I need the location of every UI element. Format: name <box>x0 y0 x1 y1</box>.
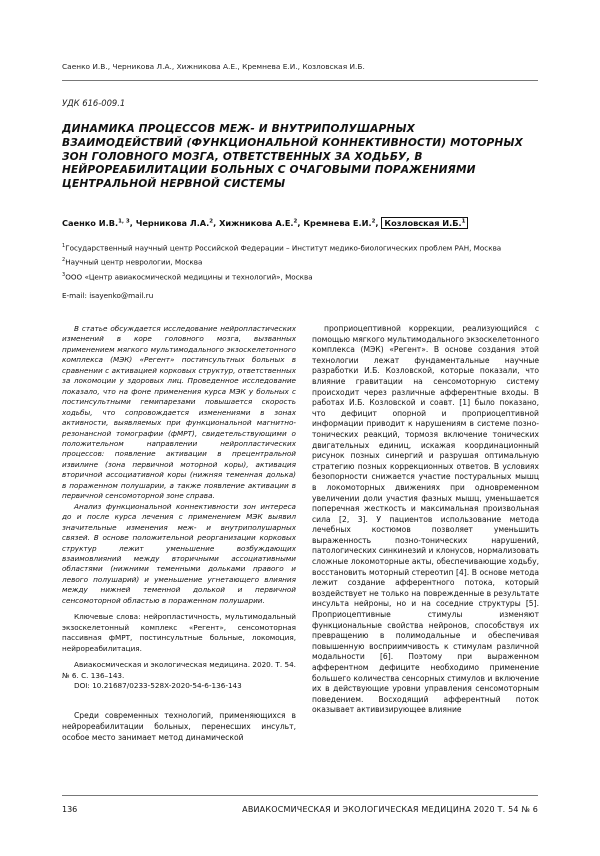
abstract-paragraph: В статье обсуждается исследование нейропластических изменений в коре головного мозга, вызванных применением мягкого мультимодального экзоскелетонного комплекса (МЭК) «Регент» постинсультных больных в сравнении с активацией корковых структур, ответственных за локомоции у здоровых лиц. Проведенное исследование показало, что на фоне применения курса МЭК у больных с постинсультными гемипарезами повышается скорость ходьбы, что сопровождается изменениями в зонах активности, выявляемых при функциональной магнитно-резонансной томографии (фМРТ), свидетельствующими о положительном направлении нейропластических процессов: появление активации в прецентральной извилине (зона первичной моторной коры), активация вторичной ассоциативной коры (нижняя теменная долька) в пораженном полушарии, а также появление активации в первичной сенсомоторной зоне справа. <box>62 324 296 501</box>
footer-rule <box>62 795 538 796</box>
body-paragraph: проприоцептивной коррекции, реализующийся с помощью мягкого мультимодального экзоскелетонного комплекса (МЭК) «Регент». В основе создания этой технологии лежат фундаментальные научные разработки И.Б. Козловской, которые показали, что влияние гравитации на сенсомоторную систему происходит через различные афферентные входы. В работах И.Б. Козловской и соавт. [1] было показано, что дефицит опорной и проприоцептивной информации приводит к нарушениям в системе позно-тонических реакций, тормозя включение тонических двигательных единиц, искажая координационный рисунок позных синергий и разрушая оптимальную стратегию позных коррекционных ответов. В условиях безопорности снижается участие постуральных мышц в локомоторных движениях при одновременном увеличении доли участия фазных мышц, уменьшается поперечная жесткость и максимальная произвольная сила [2, 3]. У пациентов использование метода лечебных костюмов позволяет уменьшить выраженность позно-тонических нарушений, патологических синкинезий и клонусов, нормализовать сложные локомоторные акты, обеспечивающие ходьбу, восстановить моторный стереотип [4]. В основе метода лежит создание афферентного потока, который воздействует не только на поврежденные в результате инсульта нейроны, но и на соседние структуры [5]. Проприоцептивные стимулы изменяют функциональные свойства нейронов, способствуя их превращению в полимодальные и обеспечивая повышенную восприимчивость к стимулам различной модальности [6]. Поэтому при выраженном афферентном дефиците необходимо применение большего количества сенсорных стимулов и включение их в действующие уровни управления сенсомоторным поведением. Восходящий афферентный поток оказывает активизирующее влияние <box>312 324 539 715</box>
doi-link[interactable]: 10.21687/0233-528X-2020-54-6-136-143 <box>92 680 242 690</box>
doi-label: DOI: <box>74 680 90 690</box>
affiliation-3: $^3$ООО «Центр авиакосмической медицины и технологий», Москва <box>62 271 313 282</box>
keywords: Ключевые слова: нейропластичность, мультимодальный экзоскелетонный комплекс «Регент», сенсомоторная пассивная фМРТ, постинсультные больные, локомоция, нейрореабилитация. <box>62 612 296 653</box>
article-title: ДИНАМИКА ПРОЦЕССОВ МЕЖ- И ВНУТРИПОЛУШАРНЫХ ВЗАИМОДЕЙСТВИЙ (ФУНКЦИОНАЛЬНОЙ КОННЕКТИВНОСТИ) МОТОРНЫХ ЗОН ГОЛОВНОГО МОЗГА, ОТВЕТСТВЕННЫХ ЗА ХОДЬБУ, В НЕЙРОРЕАБИЛИТАЦИИ БОЛЬНЫХ С ОЧАГОВЫМИ ПОРАЖЕНИЯМИ ЦЕНТРАЛЬНОЙ НЕРВНОЙ СИСТЕМЫ <box>62 123 523 191</box>
author-4: Кремнева Е.И.$^2$, <box>303 218 382 228</box>
author-1: Саенко И.В.$^{1, 3}$, <box>62 218 136 228</box>
author-5: Козловская И.Б.$^1$ <box>381 217 468 229</box>
page-number: 136 <box>62 805 78 814</box>
udc-code: УДК 616-009.1 <box>62 98 126 108</box>
affiliation-1: $^1$Государственный научный центр Российской Федерации – Институт медико-биологических проблем РАН, Москва <box>62 243 502 253</box>
affiliations <box>62 240 542 283</box>
contact-email[interactable]: E-mail: isayenko@mail.ru <box>62 291 154 300</box>
body-paragraph: Среди современных технологий, применяющихся в нейрореабилитации больных, перенесших инсульт, особое место занимает метод динамической <box>62 711 296 742</box>
author-2: Черникова Л.А.$^2$, <box>135 218 220 228</box>
author-list <box>62 218 542 228</box>
left-column <box>62 324 296 743</box>
header-rule <box>62 80 538 81</box>
abstract-paragraph: Анализ функциональной коннективности зон интереса до и после курса лечения с применением МЭК выявил значительные изменения меж- и внутриполушарных связей. В основе положительной реорганизации корковых структур лежит уменьшение возбуждающих взаимовлияний между вторичными ассоциативными областями (нижними теменными дольками правого и левого полушарий) и уменьшение угнетающего влияния между нижней теменной долькой и первичной сенсомоторной областью в пораженном полушарии. <box>62 501 296 605</box>
journal-name: АВИАКОСМИЧЕСКАЯ И ЭКОЛОГИЧЕСКАЯ МЕДИЦИНА 2020 Т. 54 № 6 <box>242 805 538 814</box>
doi-line <box>62 681 296 691</box>
author-3: Хижникова А.Е.$^2$, <box>219 218 304 228</box>
abstract <box>62 324 296 606</box>
affiliation-2: $^2$Научный центр неврологии, Москва <box>62 257 203 267</box>
right-column <box>312 324 539 716</box>
citation: Авиакосмическая и экологическая медицина. 2020. Т. 54. № 6. С. 136–143. <box>62 660 296 680</box>
running-head: Саенко И.В., Черникова Л.А., Хижникова А.Е., Кремнева Е.И., Козловская И.Б. <box>62 62 365 71</box>
